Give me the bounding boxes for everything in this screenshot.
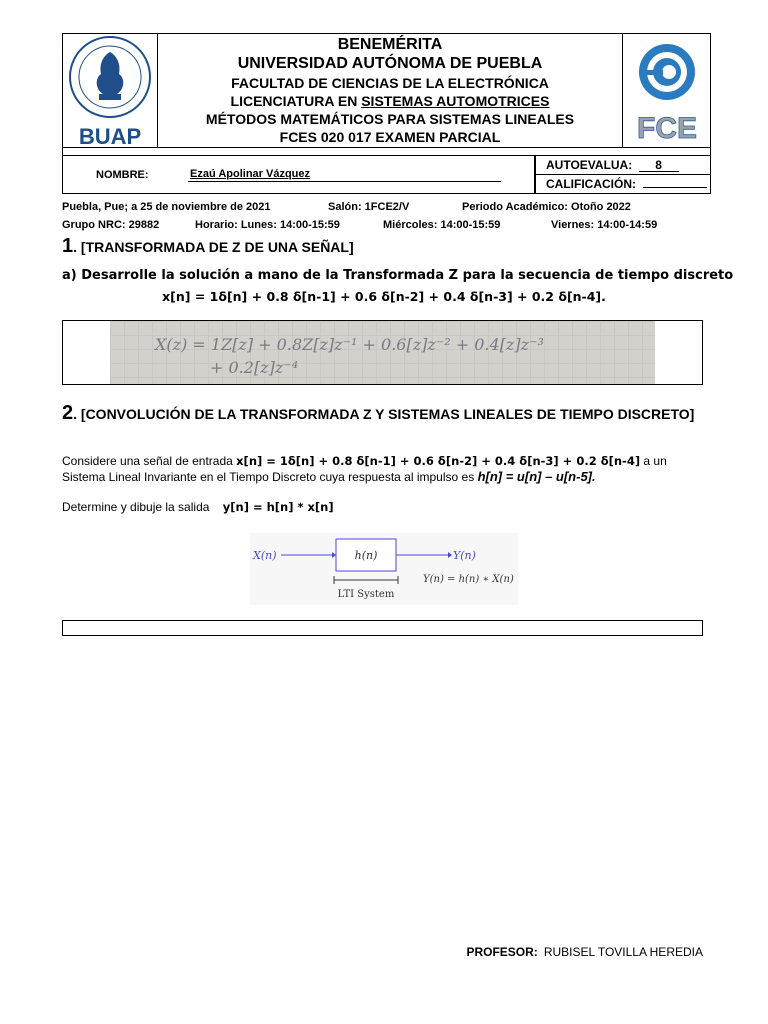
name-field <box>188 168 501 182</box>
place-date: Puebla, Pue; a 25 de noviembre de 2021 <box>62 201 271 213</box>
grupo-nrc: Grupo NRC: 29882 <box>62 219 160 231</box>
question-1-title <box>62 235 354 258</box>
diagram-output-label: Y(n) <box>453 549 476 562</box>
buap-seal-icon <box>63 34 158 147</box>
lti-system-diagram <box>250 533 518 605</box>
answer-box-2 <box>62 620 703 636</box>
program-prefix: LICENCIATURA EN <box>230 93 358 109</box>
q2-intro: Considere una señal de entrada <box>62 454 233 468</box>
fce-swirl-icon <box>623 34 711 147</box>
buap-logo <box>63 34 158 147</box>
calificacion-label: CALIFICACIÓN: <box>546 177 636 191</box>
student-name: Ezaú Apolinar Vázquez <box>190 168 311 180</box>
course-name: MÉTODOS MATEMÁTICOS PARA SISTEMAS LINEALES <box>205 111 575 127</box>
diagram-caption: LTI System <box>337 589 395 600</box>
horario-lunes: Horario: Lunes: 14:00-15:59 <box>195 219 340 231</box>
periodo: Periodo Académico: Otoño 2022 <box>462 201 631 213</box>
diagram-relation: Y(n) = h(n) ∗ X(n) <box>423 574 514 585</box>
faculty-name: FACULTAD DE CIENCIAS DE LA ELECTRÓNICA <box>231 75 549 91</box>
buap-logo-text: BUAP <box>78 124 142 147</box>
program-name: SISTEMAS AUTOMOTRICES <box>361 93 550 109</box>
q2-output-equation: y[n] = h[n] * x[n] <box>222 500 334 514</box>
question-2-number: 2 <box>62 402 74 424</box>
handwritten-answer-photo <box>110 321 655 384</box>
fce-logo <box>622 34 710 147</box>
program-line <box>158 92 622 110</box>
question-1-equation: x[n] = 1δ[n] + 0.8 δ[n-1] + 0.6 δ[n-2] + 0.4 δ[n-3] + 0.2 δ[n-4]. <box>162 289 606 304</box>
q2-impulse-response: h[n] = u[n] – u[n-5]. <box>477 469 596 484</box>
name-label: NOMBRE: <box>96 169 149 181</box>
diagram-input-label: X(n) <box>253 549 277 562</box>
q2-determine-text: Determine y dibuje la salida <box>62 500 210 514</box>
question-2-heading: . [CONVOLUCIÓN DE LA TRANSFORMADA Z Y SISTEMAS LINEALES DE TIEMPO DISCRETO] <box>73 406 695 422</box>
autoevalua-row <box>536 156 710 175</box>
question-1-heading: . [TRANSFORMADA DE Z DE UNA SEÑAL] <box>73 239 354 255</box>
name-box <box>62 156 535 194</box>
professor-label: PROFESOR: <box>466 945 538 959</box>
question-2-determine <box>62 500 334 514</box>
grade-box <box>535 156 711 194</box>
header-divider <box>62 148 711 156</box>
fce-logo-text: FCE <box>637 112 697 145</box>
question-2-title <box>62 403 703 424</box>
exam-header <box>62 33 711 148</box>
calificacion-blank <box>643 177 707 188</box>
horario-miercoles: Miércoles: 14:00-15:59 <box>383 219 501 231</box>
question-2-prompt <box>62 453 707 485</box>
horario-viernes: Viernes: 14:00-14:59 <box>551 219 658 231</box>
diagram-block-label: h(n) <box>354 549 378 562</box>
handwritten-line-2: + 0.2[z]z⁻⁴ <box>210 358 299 377</box>
autoevalua-label: AUTOEVALUA: <box>546 158 633 172</box>
professor-line <box>466 945 703 959</box>
handwritten-line-1: X(z) = 1Z[z] + 0.8Z[z]z⁻¹ + 0.6[z]z⁻² + 0.4[z]z⁻³ <box>155 335 544 354</box>
university-name: UNIVERSIDAD AUTÓNOMA DE PUEBLA <box>237 55 543 72</box>
salon: Salón: 1FCE2/V <box>328 201 410 213</box>
calificacion-row <box>536 175 710 194</box>
header-titles <box>158 34 622 147</box>
question-1-number: 1 <box>62 235 74 257</box>
q2-middle: a un Sistema Lineal Invariante en el Tiempo Discreto cuya respuesta al impulso es <box>62 454 667 484</box>
professor-name: RUBISEL TOVILLA HEREDIA <box>543 945 703 959</box>
q2-input-signal: x[n] = 1δ[n] + 0.8 δ[n-1] + 0.6 δ[n-2] + 0.4 δ[n-3] + 0.2 δ[n-4] <box>236 454 641 468</box>
autoevalua-value: 8 <box>639 159 679 172</box>
question-1a-prompt: a) Desarrolle la solución a mano de la Transformada Z para la secuencia de tiempo discreto <box>62 268 734 283</box>
exam-code: FCES 020 017 EXAMEN PARCIAL <box>279 129 501 145</box>
header-line1: BENEMÉRITA <box>337 36 443 53</box>
